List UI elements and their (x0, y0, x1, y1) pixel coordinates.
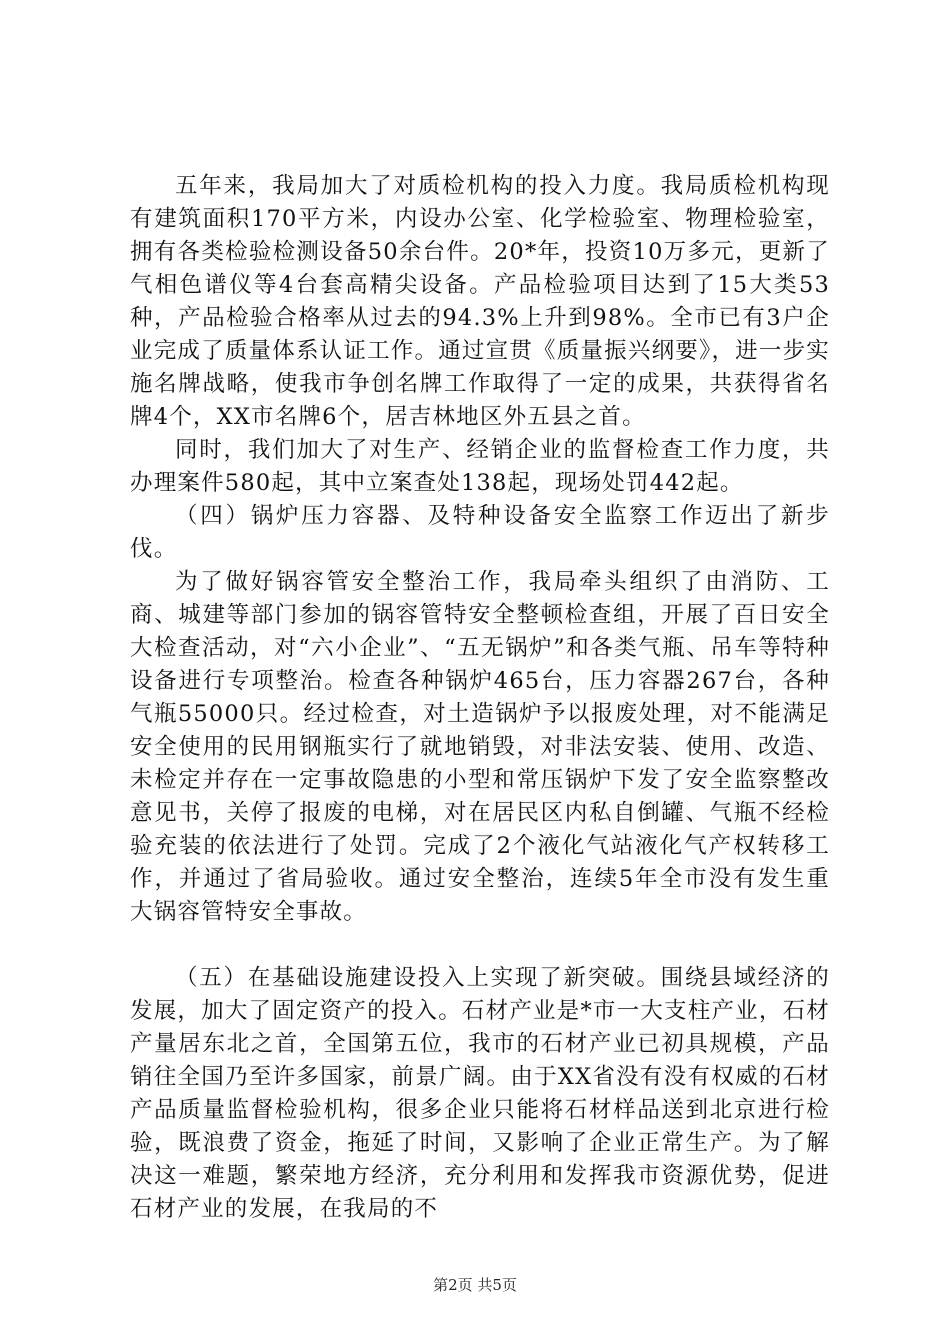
section-heading-four: （四）锅炉压力容器、及特种设备安全监察工作迈出了新步伐。 (130, 503, 830, 562)
page-number-footer: 第2页 共5页 (433, 1276, 517, 1294)
paragraph-infrastructure: （五）在基础设施建设投入上实现了新突破。围绕县域经济的发展，加大了固定资产的投入。石材产业是*市一大支柱产业，石材产量居东北之首，全国第五位，我市的石材产业已初具规模，产品销往全国乃至许多国家，前景广阔。由于XX省没有没有权威的石材产品质量监督检验机构，很多企业只能将石材样品送到北京进行检验，既浪费了资金，拖延了时间，又影响了企业正常生产。为了解决这一难题，繁荣地方经济，充分利用和发挥我市资源优势，促进石材产业的发展，在我局的不 (130, 965, 830, 1222)
document-body (130, 170, 830, 1226)
paragraph-boiler-safety: 为了做好锅容管安全整治工作，我局牵头组织了由消防、工商、城建等部门参加的锅容管特安全整顿检查组，开展了百日安全大检查活动，对“六小企业”、“五无锅炉”和各类气瓶、吊车等特种设备进行专项整治。检查各种锅炉465台，压力容器267台，各种气瓶55000只。经过检查，对土造锅炉予以报废处理，对不能满足安全使用的民用钢瓶实行了就地销毁，对非法安装、使用、改造、未检定并存在一定事故隐患的小型和常压锅炉下发了安全监察整改意见书，关停了报废的电梯，对在居民区内私自倒罐、气瓶不经检验充装的依法进行了处罚。完成了2个液化气站液化气产权转移工作，并通过了省局验收。通过安全整治，连续5年全市没有发生重大锅容管特安全事故。 (130, 569, 830, 925)
paragraph-quality-inspection: 五年来，我局加大了对质检机构的投入力度。我局质检机构现有建筑面积170平方米，内设办公室、化学检验室、物理检验室，拥有各类检验检测设备50余台件。20*年，投资10万多元，更新了气相色谱仪等4台套高精尖设备。产品检验项目达到了15大类53种，产品检验合格率从过去的94.3%上升到98%。全市已有3户企业完成了质量体系认证工作。通过宣贯《质量振兴纲要》，进一步实施名牌战略，使我市争创名牌工作取得了一定的成果，共获得省名牌4个，XX市名牌6个，居吉林地区外五县之首。 (130, 173, 830, 430)
paragraph-supervision-cases: 同时，我们加大了对生产、经销企业的监督检查工作力度，共办理案件580起，其中立案查处138起，现场处罚442起。 (130, 437, 830, 496)
